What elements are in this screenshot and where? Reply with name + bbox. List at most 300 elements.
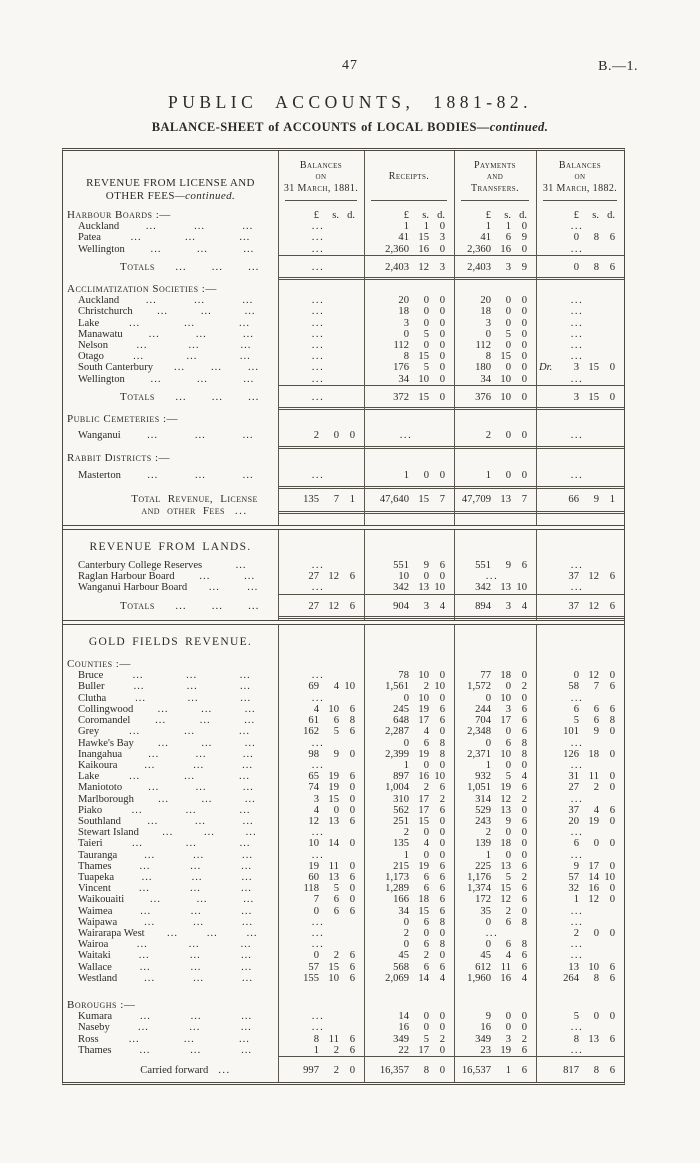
table-row: [63, 318, 624, 329]
cell-receipts: 34 10 0: [398, 373, 445, 385]
cell-balances-1881: 65 19 6: [308, 771, 355, 783]
column-header-payments: Payments and Transfers.: [454, 151, 536, 206]
header-rule: [285, 200, 357, 201]
empty-value: ...: [570, 243, 584, 255]
cell-payments: 1,374 15 6: [467, 883, 527, 895]
cell-receipts: 1 0 0: [403, 759, 445, 771]
cell-balances-1882: [536, 582, 624, 593]
cell-balances-1881: [278, 318, 364, 329]
cell-balances-1882: [536, 425, 624, 449]
cell-balances-1881: [278, 329, 364, 340]
table-row: [63, 939, 624, 950]
cell-payments: 0 6 8: [485, 737, 527, 749]
dot-leader: ... ... ...: [139, 961, 253, 973]
cell-payments: 1 0 0: [485, 759, 527, 771]
dot-leader: ... ... ...: [129, 771, 250, 783]
cell-balances-1882: [536, 738, 624, 749]
cell-balances-1882: [536, 351, 624, 362]
cell-payments: 18 0 0: [480, 306, 527, 318]
page-subtitle: [0, 120, 700, 135]
cell-payments: 1,572 0 2: [467, 681, 527, 693]
cell-payments: 349 3 2: [475, 1033, 527, 1045]
dot-leader: ... ... ...: [133, 681, 251, 693]
cell-payments: [454, 457, 536, 461]
table-row: [63, 738, 624, 749]
table-row: [63, 489, 624, 524]
dot-leader: ... ... ...: [140, 905, 253, 917]
empty-value: ...: [311, 295, 325, 307]
cell-balances-1882: 5 6 8: [573, 715, 615, 727]
cell-payments: 1,960 16 4: [467, 972, 527, 984]
row-label: Raglan Harbour Board: [78, 571, 175, 583]
cell-payments: 180 0 0: [475, 362, 527, 374]
empty-value: ...: [311, 306, 325, 318]
empty-value: ...: [570, 916, 584, 928]
row-label: Lake: [78, 317, 100, 329]
table-row: [63, 295, 624, 306]
cell-receipts: [364, 425, 454, 449]
empty-value: ...: [311, 328, 325, 340]
cell-payments: 0 6 8: [485, 939, 527, 951]
dot-leader: ... ... ...: [139, 860, 253, 872]
cell-payments: 16 0 0: [480, 1022, 527, 1034]
cell-balances-1881: 3 15 0: [313, 793, 355, 805]
cell-balances-1882: [536, 794, 624, 805]
empty-value: ...: [311, 916, 325, 928]
cell-receipts: 562 17 6: [393, 804, 445, 816]
cell-payments: [454, 627, 536, 645]
row-label: Waikouaiti: [78, 894, 125, 906]
dot-leader: ... ... ...: [155, 715, 256, 727]
row-label: Wairarapa West: [78, 927, 145, 939]
empty-value: ...: [570, 1044, 584, 1056]
cell-receipts: 1,004 2 6: [385, 782, 445, 794]
dot-leader: ... ... ...: [144, 916, 253, 928]
cell-receipts: 22 17 0: [398, 1044, 445, 1056]
cell-balances-1881: [278, 418, 364, 422]
cell-receipts: 0 6 8: [403, 916, 445, 928]
cell-balances-1881: 69 4 10: [308, 681, 355, 693]
cell-receipts: 2,403 12 3: [364, 255, 454, 280]
cell-balances-1882: [536, 340, 624, 351]
empty-value: ...: [570, 1022, 584, 1034]
empty-value: ...: [311, 827, 325, 839]
cell-payments: 3 0 0: [485, 317, 527, 329]
cell-payments: [454, 418, 536, 422]
dot-leader: ... ... ...: [150, 894, 255, 906]
row-label: Westland: [78, 972, 118, 984]
dot-leader: ... ... ...: [157, 703, 256, 715]
empty-value: ...: [311, 221, 325, 233]
cell-balances-1882: [536, 827, 624, 838]
page-title: PUBLIC ACCOUNTS, 1881-82.: [168, 92, 532, 112]
cell-balances-1882: 9 17 0: [573, 860, 615, 872]
cell-balances-1881: £ s. d.: [313, 210, 355, 221]
cell-balances-1881: 997 2 0: [278, 1056, 364, 1082]
cell-balances-1881: [278, 738, 364, 749]
table-row: [63, 805, 624, 816]
empty-value: ...: [570, 692, 584, 704]
empty-value: ...: [570, 582, 584, 594]
cell-receipts: [364, 418, 454, 422]
table-row: [63, 560, 624, 571]
cell-balances-1881: [278, 670, 364, 681]
cell-balances-1881: 4 0 0: [313, 804, 355, 816]
group-label: Boroughs :—: [67, 998, 136, 1011]
cell-receipts: 18 0 0: [398, 306, 445, 318]
table-row: [63, 760, 624, 771]
group-label: Harbour Boards :—: [67, 209, 171, 221]
table-row: [63, 861, 624, 872]
empty-value: ...: [311, 927, 325, 939]
cell-payments: 41 6 9: [480, 232, 527, 244]
column-header-balances-1881: Balances on 31 March, 1881.: [278, 151, 364, 206]
empty-value: ...: [311, 317, 325, 329]
group-label: Acclimatization Societies :—: [67, 283, 217, 296]
dot-leader: ... ... ...: [145, 295, 254, 307]
cell-receipts: [364, 288, 454, 292]
cell-payments: 9 0 0: [485, 1011, 527, 1023]
table-row: [63, 816, 624, 827]
row-label: Wairoa: [78, 939, 109, 951]
table-row: [63, 894, 624, 905]
cell-balances-1881: [278, 928, 364, 939]
dot-leader: ... ... ...: [148, 748, 254, 760]
cell-payments: 0 6 8: [485, 916, 527, 928]
empty-value: ...: [399, 430, 413, 442]
cell-balances-1881: [278, 232, 364, 243]
cell-payments: 34 10 0: [480, 373, 527, 385]
table-row: [63, 670, 624, 681]
cell-receipts: 349 5 2: [393, 1033, 445, 1045]
cell-balances-1882: 58 7 6: [568, 681, 615, 693]
cell-receipts: 568 6 6: [393, 961, 445, 973]
dot-leader: ... ...: [208, 582, 259, 594]
section-title: GOLD FIELDS REVENUE.: [88, 635, 253, 648]
cell-payments: £ s. d.: [485, 210, 527, 221]
cell-receipts: 2,360 16 0: [385, 243, 445, 255]
table-row: [63, 385, 624, 410]
cell-payments: 342 13 10: [475, 582, 527, 594]
cell-receipts: 166 18 6: [393, 894, 445, 906]
cell-balances-1881: [278, 288, 364, 292]
cell-balances-1882: [536, 1022, 624, 1033]
cell-payments: 1 1 0: [485, 221, 527, 233]
cell-receipts: 2 0 0: [403, 827, 445, 839]
table-row: [63, 221, 624, 232]
row-label: Ross: [78, 1033, 99, 1045]
cell-receipts: 0 6 8: [403, 939, 445, 951]
cell-payments: 35 2 0: [480, 905, 527, 917]
cell-payments: 2,403 3 9: [454, 255, 536, 280]
cell-balances-1881: 0 6 6: [313, 905, 355, 917]
cell-balances-1882: 817 8 6: [536, 1056, 624, 1082]
cell-receipts: 1,289 6 6: [385, 883, 445, 895]
cell-balances-1881: 1 2 6: [313, 1044, 355, 1056]
cell-receipts: 16 0 0: [398, 1022, 445, 1034]
table-row: [63, 374, 624, 385]
row-label: Wallace: [78, 961, 112, 973]
table-row: [63, 827, 624, 838]
dot-leader: ... ... ...: [144, 849, 253, 861]
cell-payments: 77 18 0: [480, 670, 527, 682]
row-label: Southland: [78, 815, 121, 827]
cell-receipts: 1,173 6 6: [385, 871, 445, 883]
cell-balances-1882: [536, 374, 624, 385]
cell-balances-1882: [536, 850, 624, 861]
empty-value: ...: [311, 737, 325, 749]
cell-payments: 8 15 0: [485, 351, 527, 363]
table-row: [63, 950, 624, 961]
cell-balances-1881: 162 5 6: [303, 726, 355, 738]
dot-leader: ... ... ...: [129, 726, 250, 738]
dot-leader: ... ... ...: [147, 469, 254, 481]
row-label: Auckland: [78, 295, 120, 307]
cell-balances-1882: [536, 288, 624, 292]
cell-receipts: 176 5 0: [393, 362, 445, 374]
dot-leader: ... ... ...: [144, 972, 253, 984]
empty-value: ...: [570, 295, 584, 307]
row-label: Auckland: [78, 221, 120, 233]
cell-payments: 20 0 0: [480, 295, 527, 307]
row-label: Grey: [78, 726, 100, 738]
table-row: [63, 340, 624, 351]
row-label: Kumara: [78, 1011, 113, 1023]
table-row: [63, 850, 624, 861]
cell-payments: 704 17 6: [475, 715, 527, 727]
cell-payments: [454, 1004, 536, 1008]
table-row: [63, 928, 624, 939]
cell-balances-1881: [278, 627, 364, 645]
row-label: Marlborough: [78, 793, 134, 805]
group-label: Rabbit Districts :—: [67, 452, 171, 465]
cell-payments: 2,371 10 8: [467, 748, 527, 760]
stub-header: [63, 151, 278, 206]
row-label: Naseby: [78, 1022, 110, 1034]
cell-receipts: £ s. d.: [403, 210, 445, 221]
empty-value: ...: [485, 571, 499, 583]
dot-leader: ... ... ...: [135, 692, 252, 704]
row-label: Waimea: [78, 905, 113, 917]
cell-receipts: 34 15 6: [398, 905, 445, 917]
cell-receipts: [364, 457, 454, 461]
cell-balances-1881: [278, 362, 364, 373]
empty-value: ...: [311, 1011, 325, 1023]
spacer-row: [63, 984, 624, 996]
cell-payments: 612 11 6: [475, 961, 527, 973]
cell-payments: 139 18 0: [475, 838, 527, 850]
cell-balances-1881: 2 0 0: [278, 425, 364, 449]
row-label: Vincent: [78, 883, 111, 895]
row-label: South Canterbury: [78, 362, 154, 374]
empty-value: ...: [570, 759, 584, 771]
row-label: Otago: [78, 351, 104, 363]
cell-balances-1882: [536, 457, 624, 461]
dot-leader: ... ... ...: [136, 340, 252, 352]
cell-balances-1882: 6 6 6: [573, 703, 615, 715]
dot-leader: ... ... ...: [148, 328, 254, 340]
cell-payments: [454, 663, 536, 667]
cell-balances-1881: [278, 374, 364, 385]
cell-balances-1881: [278, 221, 364, 232]
empty-value: ...: [311, 243, 325, 255]
cell-balances-1882: 3 15 0: [536, 385, 624, 410]
cell-balances-1882: 6 0 0: [573, 838, 615, 850]
table-row: [63, 704, 624, 715]
cell-balances-1882: 2 0 0: [573, 927, 615, 939]
dot-leader: ... ... ...: [150, 373, 255, 385]
column-header-balances-1882: Balances on 31 March, 1882.: [536, 151, 624, 206]
cell-balances-1882: 8 13 6: [573, 1033, 615, 1045]
group-label: Public Cemeteries :—: [67, 413, 179, 426]
dot-leader: ... ... ...: [175, 599, 260, 612]
cell-balances-1881: 27 12 6: [308, 571, 355, 583]
cell-payments: 16,537 1 6: [454, 1056, 536, 1082]
totals-label: Totals: [120, 599, 155, 612]
table-row: [63, 726, 624, 737]
cell-receipts: 251 15 0: [393, 815, 445, 827]
cell-balances-1882: [536, 329, 624, 340]
table-row: [63, 594, 624, 619]
cell-payments: 0 10 0: [485, 692, 527, 704]
cell-balances-1881: [278, 917, 364, 928]
totals-label: Totals: [120, 390, 155, 403]
table-row: [63, 465, 624, 489]
cell-payments: 45 4 6: [480, 950, 527, 962]
empty-value: ...: [570, 317, 584, 329]
cell-payments: 529 13 0: [475, 804, 527, 816]
cell-receipts: [364, 627, 454, 645]
cell-balances-1881: 27 12 6: [278, 594, 364, 619]
cell-balances-1882: 1 12 0: [573, 894, 615, 906]
cell-balances-1881: 57 15 6: [308, 961, 355, 973]
cell-payments: 551 9 6: [475, 560, 527, 572]
cell-balances-1882: 0 12 0: [573, 670, 615, 682]
dot-leader: ... ... ...: [174, 362, 259, 374]
cell-receipts: [364, 1004, 454, 1008]
cell-balances-1881: 61 6 8: [308, 715, 355, 727]
empty-value: ...: [485, 927, 499, 939]
cell-payments: 376 10 0: [454, 385, 536, 410]
cell-receipts: 310 17 2: [393, 793, 445, 805]
cell-balances-1881: [278, 385, 364, 410]
cell-payments: 932 5 4: [475, 771, 527, 783]
cell-balances-1882: [536, 244, 624, 255]
stub-line-2: OTHER FEES—continued.: [105, 189, 236, 202]
cell-balances-1881: [278, 1011, 364, 1022]
cell-receipts: 1 1 0: [403, 221, 445, 233]
cell-balances-1882: 31 11 0: [568, 771, 615, 783]
row-label: Canterbury College Reserves: [78, 560, 203, 572]
cell-receipts: 41 15 3: [398, 232, 445, 244]
table-row: [63, 329, 624, 340]
cell-balances-1882: 32 16 0: [568, 883, 615, 895]
table-body: [63, 206, 624, 1082]
empty-value: ...: [311, 849, 325, 861]
table-row: [63, 996, 624, 1011]
dot-leader: ... ... ...: [130, 232, 251, 244]
header-rule: [371, 200, 447, 201]
cell-receipts: 215 19 6: [393, 860, 445, 872]
empty-value: ...: [311, 261, 325, 273]
dot-leader: ... ... ...: [139, 1044, 253, 1056]
cell-balances-1881: [278, 582, 364, 593]
table-row: [63, 749, 624, 760]
cell-receipts: 78 10 0: [398, 670, 445, 682]
table-row: [63, 917, 624, 928]
empty-value: ...: [570, 827, 584, 839]
dot-leader: ... ... ...: [141, 871, 253, 883]
row-label: Coromandel: [78, 715, 131, 727]
cell-receipts: 2,287 4 0: [385, 726, 445, 738]
dot-leader: ... ... ...: [162, 827, 257, 839]
empty-value: ...: [570, 340, 584, 352]
cell-balances-1882: [536, 1045, 624, 1056]
cell-payments: [454, 571, 536, 582]
cell-balances-1882: 101 9 0: [563, 726, 615, 738]
cell-receipts: 342 13 10: [393, 582, 445, 594]
cell-balances-1882: [536, 939, 624, 950]
cell-receipts: 14 0 0: [398, 1011, 445, 1023]
cell-balances-1882: 0 8 6: [536, 255, 624, 280]
row-label: Collingwood: [78, 703, 134, 715]
cell-receipts: 8 15 0: [403, 351, 445, 363]
cell-balances-1882: £ s. d.: [573, 210, 615, 221]
cell-balances-1882: Dr. 3 15 0: [539, 362, 615, 374]
cell-balances-1882: [536, 906, 624, 917]
cell-payments: 112 0 0: [475, 340, 527, 352]
empty-value: ...: [311, 391, 325, 403]
dot-leader: ... ... ...: [139, 1011, 253, 1023]
table-row: [63, 232, 624, 243]
cell-balances-1882: [536, 418, 624, 422]
cell-receipts: 0 5 0: [403, 328, 445, 340]
dot-leader: ... ... ...: [167, 927, 258, 939]
cell-receipts: 2,399 19 8: [385, 748, 445, 760]
table-row: [63, 872, 624, 883]
cell-receipts: 1,561 2 10: [385, 681, 445, 693]
empty-value: ...: [570, 849, 584, 861]
cell-balances-1881: [278, 560, 364, 571]
document-reference: B.—1.: [598, 59, 638, 74]
table-row: [63, 280, 624, 295]
table-row: [63, 782, 624, 793]
cell-balances-1881: [278, 939, 364, 950]
empty-value: ...: [311, 582, 325, 594]
cell-balances-1882: 0 8 6: [573, 232, 615, 244]
cell-receipts: 551 9 6: [393, 560, 445, 572]
row-label: Buller: [78, 681, 105, 693]
row-label: Taieri: [78, 838, 103, 850]
cell-balances-1881: [278, 306, 364, 317]
dot-leader: ... ... ...: [145, 221, 254, 233]
empty-value: ...: [311, 232, 325, 244]
empty-value: ...: [311, 939, 325, 951]
empty-value: ...: [570, 430, 584, 442]
cell-payments: 0 5 0: [485, 328, 527, 340]
table-row: [63, 449, 624, 464]
row-label: Wanganui Harbour Board: [78, 582, 188, 594]
cell-balances-1881: [278, 1004, 364, 1008]
dot-leader: ... ... ...: [136, 939, 252, 951]
cell-payments: [454, 288, 536, 292]
dot-leader: ... ... ...: [147, 815, 254, 827]
table-row: [63, 306, 624, 317]
row-label: Waipawa: [78, 916, 118, 928]
cell-balances-1881: [278, 1022, 364, 1033]
cell-receipts: 16,357 8 0: [364, 1056, 454, 1082]
cell-balances-1881: [278, 465, 364, 489]
